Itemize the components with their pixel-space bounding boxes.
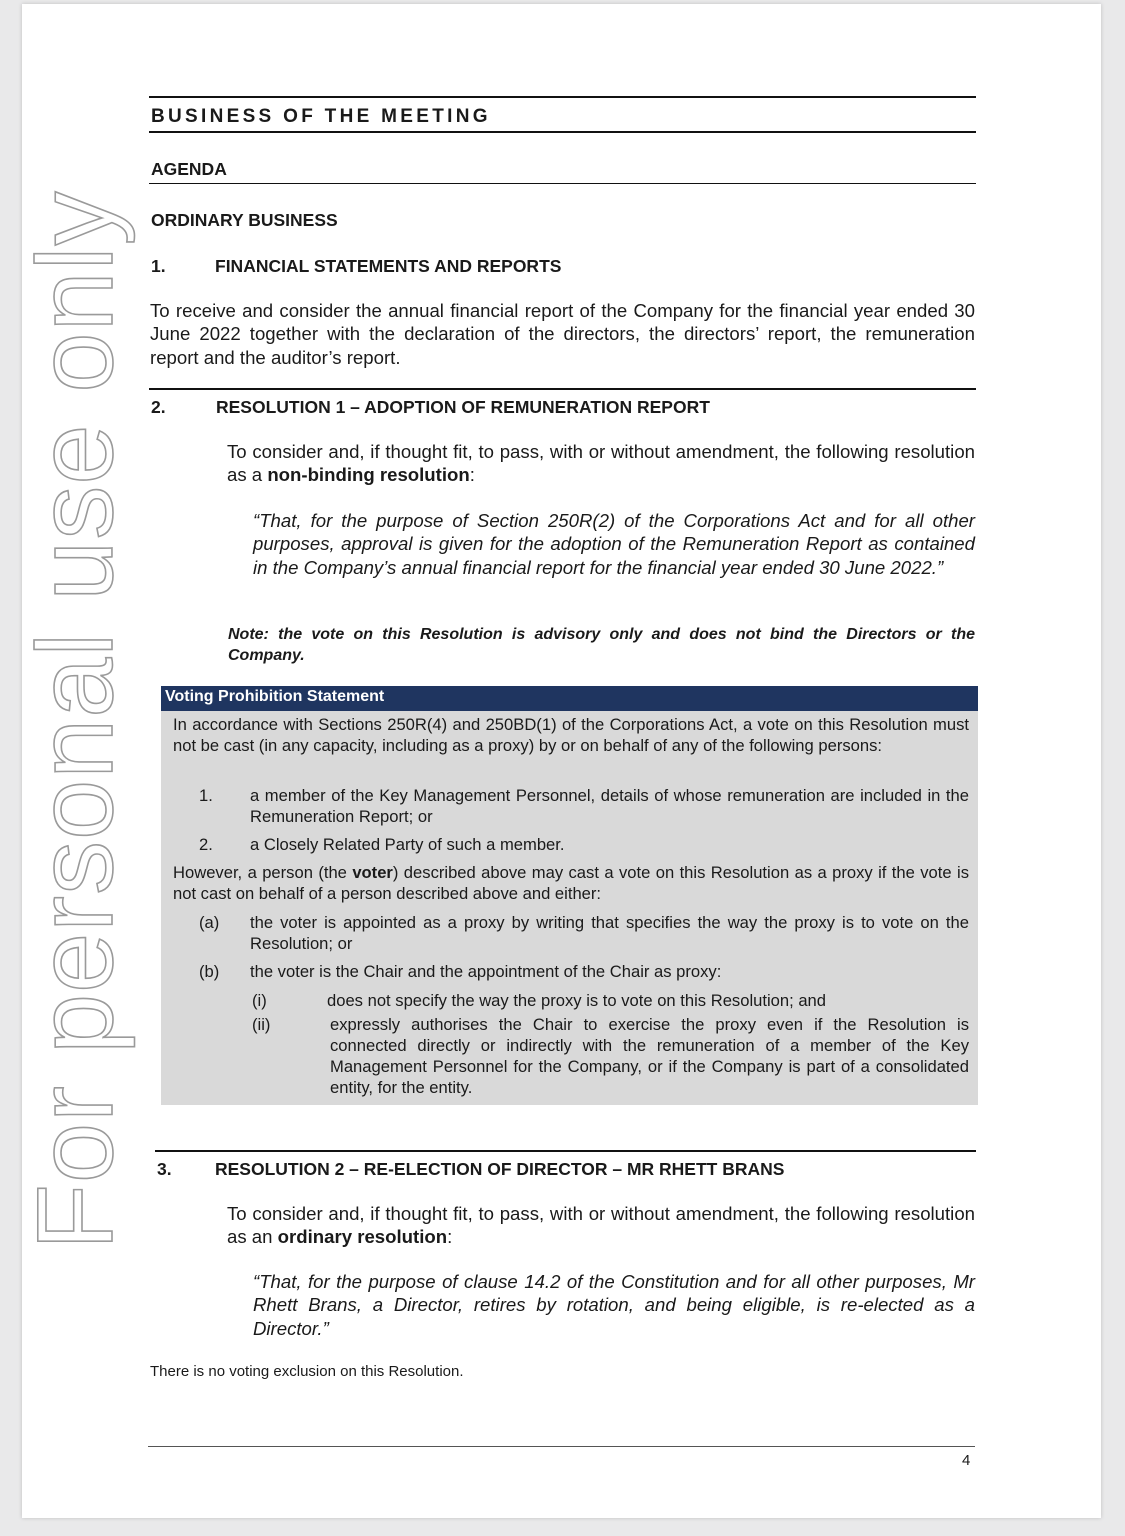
rule [155,1150,976,1152]
condition-item: the voter is the Chair and the appointment of the Chair as proxy: [250,962,722,981]
page-number: 4 [962,1452,971,1469]
item-number: 3. [157,1159,172,1179]
rule [149,96,976,98]
resolution-intro: To consider and, if thought fit, to pass, with or without amendment, the following resolution as a non-binding resolution: [227,441,975,486]
resolution-quote: “That, for the purpose of clause 14.2 of the Constitution and for all other purposes, Mr Rhett Brans, a Director, retires by rotation, and being eligible, is re-elected as a Director.” [253,1271,975,1339]
rule [149,183,976,184]
footer-rule [148,1446,975,1447]
condition-marker: (a) [199,913,220,932]
subcondition-marker: (ii) [252,1015,271,1034]
rule [149,131,976,133]
item-heading: FINANCIAL STATEMENTS AND REPORTS [215,256,562,276]
list-item: a member of the Key Management Personnel, details of whose remuneration are included in the Remuneration Report; or [250,786,969,826]
item-number: 2. [151,397,166,417]
item-text: To receive and consider the annual financial report of the Company for the financial year ended 30 June 2022 together with the declaration of the directors, the directors’ report, the remuneration report and the auditor’s report. [150,300,975,368]
resolution-quote: “That, for the purpose of Section 250R(2) of the Corporations Act and for all other purposes, approval is given for the adoption of the Remuneration Report as contained in the Company’s annual financial report for the financial year ended 30 June 2022.” [253,510,975,578]
subcondition-item: does not specify the way the proxy is to vote on this Resolution; and [327,991,827,1010]
item-heading: RESOLUTION 1 – ADOPTION OF REMUNERATION REPORT [216,397,710,417]
item-number: 1. [151,256,166,276]
agenda-heading: AGENDA [151,159,227,179]
rule [149,388,976,390]
voting-box-title: Voting Prohibition Statement [161,686,978,711]
subcondition-item: expressly authorises the Chair to exercise the proxy even if the Resolution is connected directly or indirectly with the remuneration of a member of the Key Management Personnel for the Company, or if the Company is part of a consolidated entity, for the entity. [330,1015,969,1097]
condition-marker: (b) [199,962,220,981]
voting-box-intro: In accordance with Sections 250R(4) and 250BD(1) of the Corporations Act, a vote on this Resolution must not be cast (in any capacity, including as a proxy) by or on behalf of any of the following persons: [173,715,969,755]
voting-exclusion-note: There is no voting exclusion on this Resolution. [150,1363,464,1380]
resolution-intro: To consider and, if thought fit, to pass, with or without amendment, the following resolution as an ordinary resolution: [227,1203,975,1248]
condition-item: the voter is appointed as a proxy by writing that specifies the way the proxy is to vote on the Resolution; or [250,913,969,953]
list-marker: 1. [199,786,213,805]
list-item: a Closely Related Party of such a member. [250,835,565,854]
list-marker: 2. [199,835,213,854]
watermark: For personal use only [14,190,135,1250]
page-title: BUSINESS OF THE MEETING [151,106,491,127]
item-heading: RESOLUTION 2 – RE-ELECTION OF DIRECTOR – MR RHETT BRANS [215,1159,785,1179]
subcondition-marker: (i) [252,991,267,1010]
voting-box-however: However, a person (the voter) described above may cast a vote on this Resolution as a proxy if the vote is not cast on behalf of a person described above and either: [173,863,969,903]
resolution-note: Note: the vote on this Resolution is advisory only and does not bind the Directors or the Company. [228,626,975,664]
ordinary-business-heading: ORDINARY BUSINESS [151,210,338,230]
